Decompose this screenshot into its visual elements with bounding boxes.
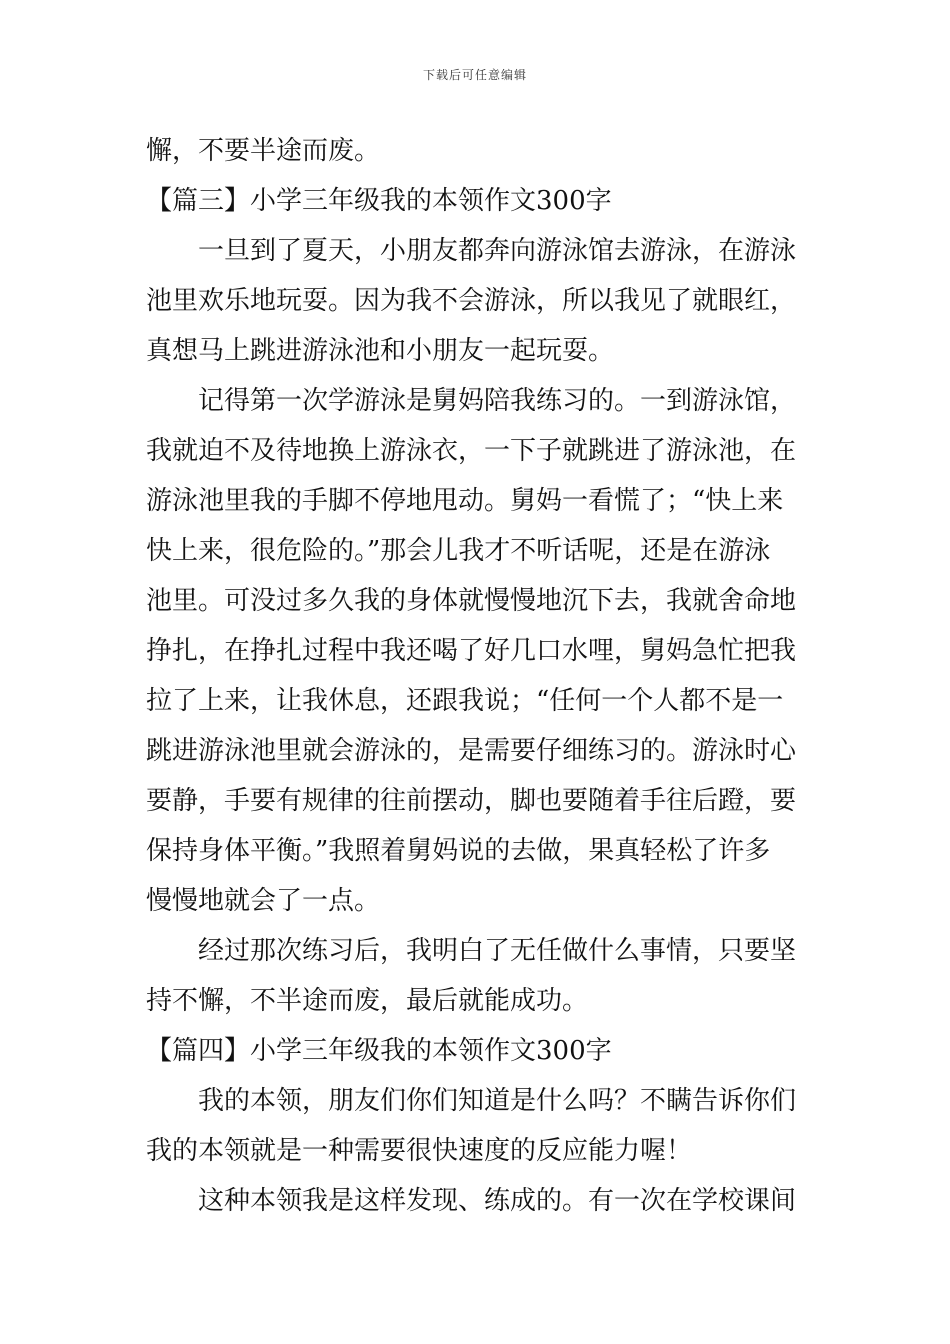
text-line: 慢慢地就会了一点。 (146, 886, 381, 916)
paragraph-first-line: 一旦到了夏天，小朋友都奔向游泳馆去游泳，在游泳 (198, 236, 797, 266)
text-line: 持不懈，不半途而废，最后就能成功。 (146, 986, 589, 1016)
text-line: 拉了上来，让我休息，还跟我说；“任何一个人都不是一 (146, 686, 784, 716)
text-line: 我的本领就是一种需要很快速度的反应能力喔！ (146, 1136, 693, 1166)
text-line: 池里欢乐地玩耍。因为我不会游泳，所以我见了就眼红， (146, 286, 797, 316)
text-line: 快上来，很危险的。”那会儿我才不听话呢，还是在游泳 (146, 536, 771, 566)
text-line: 池里。可没过多久我的身体就慢慢地沉下去，我就舍命地 (146, 586, 797, 616)
text-line: 跳进游泳池里就会游泳的，是需要仔细练习的。游泳时心 (146, 736, 797, 766)
text-line: 要静，手要有规律的往前摆动，脚也要随着手往后蹬，要 (146, 786, 797, 816)
text-line: 懈，不要半途而废。 (146, 136, 381, 166)
paragraph-first-line: 记得第一次学游泳是舅妈陪我练习的。一到游泳馆， (198, 386, 797, 416)
section-heading: 【篇三】小学三年级我的本领作文300字 (146, 186, 612, 216)
text-line: 游泳池里我的手脚不停地甩动。舅妈一看慌了；“快上来 (146, 486, 784, 516)
document-body (146, 126, 810, 1226)
paragraph-first-line: 这种本领我是这样发现、练成的。有一次在学校课间 (198, 1186, 797, 1216)
text-line: 我就迫不及待地换上游泳衣，一下子就跳进了游泳池，在 (146, 436, 797, 466)
section-heading: 【篇四】小学三年级我的本领作文300字 (146, 1036, 612, 1066)
text-line: 真想马上跳进游泳池和小朋友一起玩耍。 (146, 336, 615, 366)
paragraph-first-line: 经过那次练习后，我明白了无任做什么事情，只要坚 (198, 936, 797, 966)
header-note: 下载后可任意编辑 (422, 68, 527, 82)
text-line: 挣扎，在挣扎过程中我还喝了好几口水哩，舅妈急忙把我 (146, 636, 797, 666)
paragraph-first-line: 我的本领，朋友们你们知道是什么吗？不瞒告诉你们 (198, 1086, 797, 1116)
text-line: 保持身体平衡。”我照着舅妈说的去做，果真轻松了许多 (146, 836, 771, 866)
